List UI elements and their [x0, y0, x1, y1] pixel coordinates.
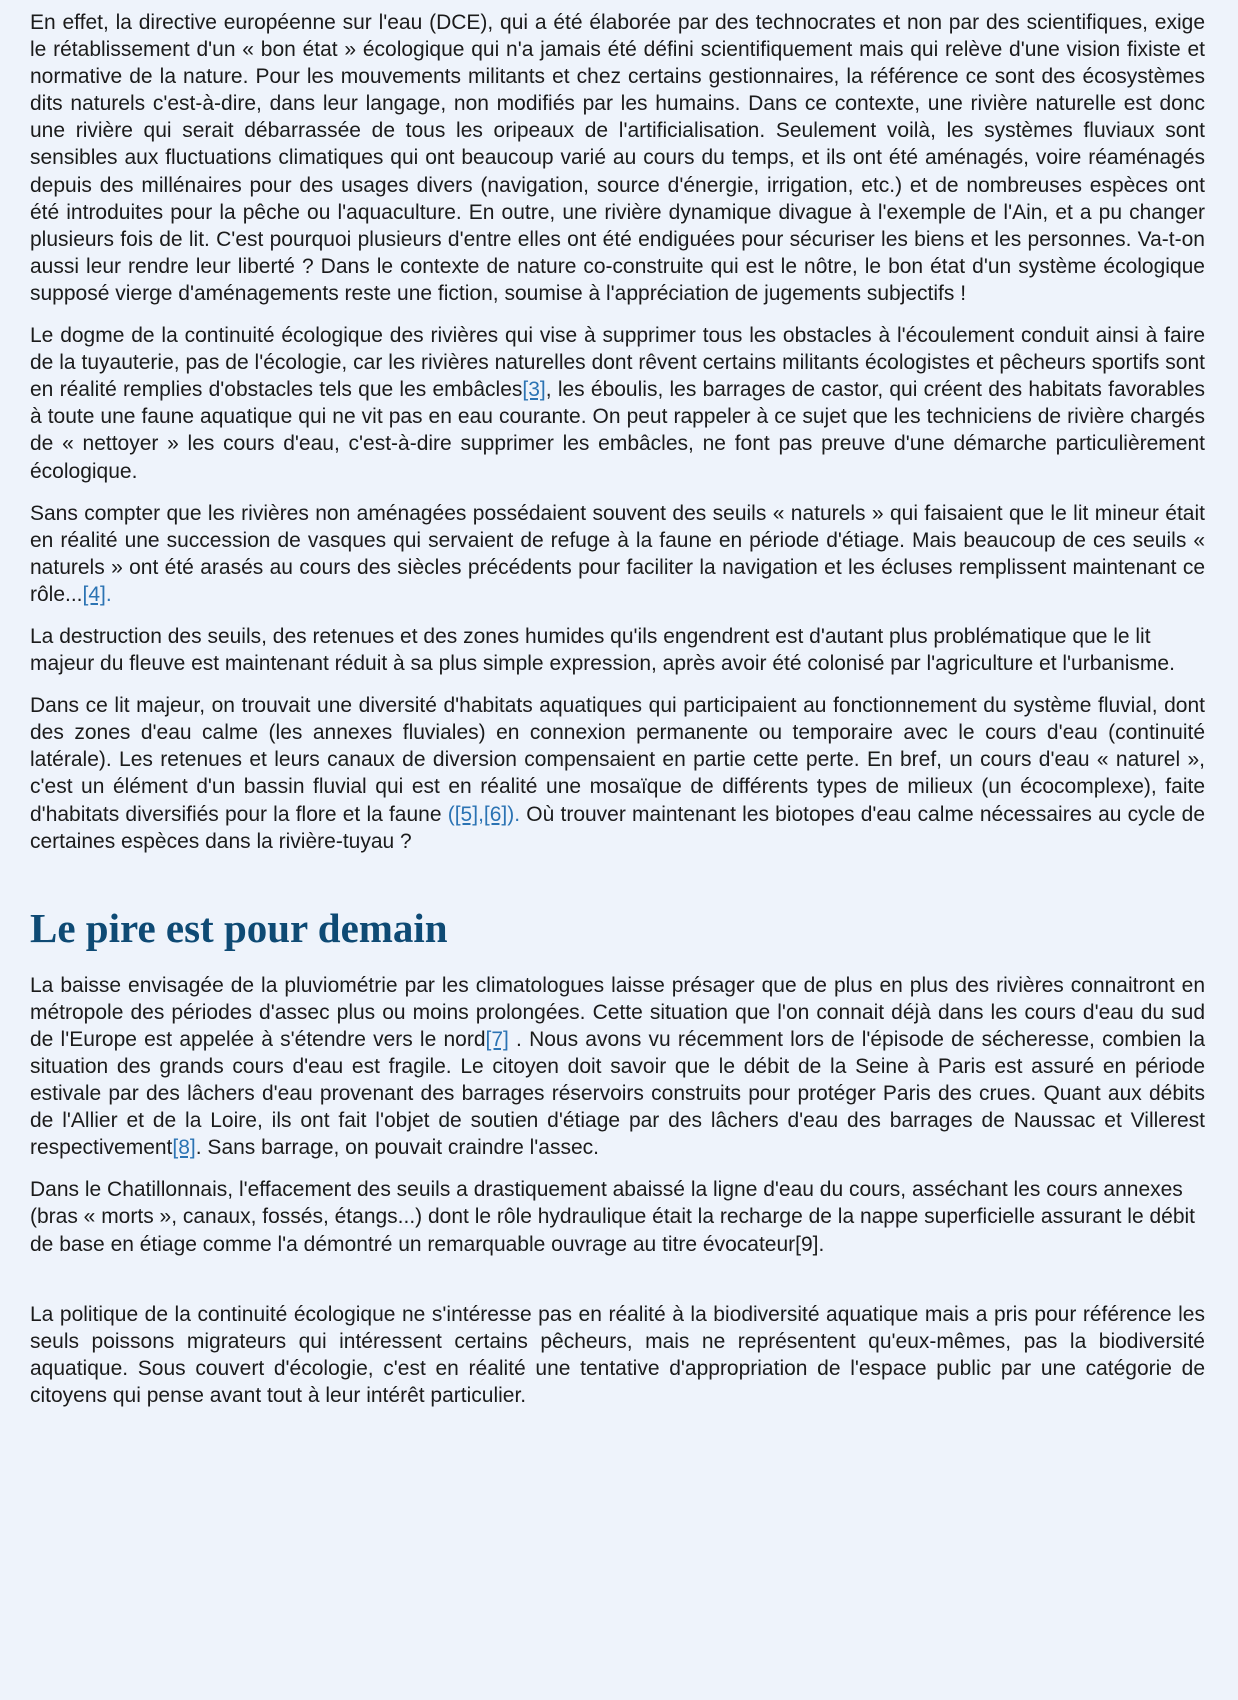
paragraph-pluviometrie: [30, 972, 1205, 1162]
paragraph-text: Où trouver maintenant les biotopes d'eau calme nécessaires au cycle de certaines espèces dans la rivière-tuyau ?: [30, 802, 1205, 853]
paragraph-text: Dans le Chatillonnais, l'effacement des seuils a drastiquement abaissé la ligne d'eau du cours, asséchant les cours annexes (bras « morts », canaux, fossés, étangs...) dont le rôle hydraulique était la recharge de la nappe superficielle assurant le débit de base en étiage comme l'a démontré un remarquable ouvrage au titre évocateur[9].: [30, 1178, 1195, 1256]
footnote-link-7[interactable]: [7]: [485, 1027, 509, 1051]
section-heading: Le pire est pour demain: [30, 904, 448, 951]
paragraph-text: La destruction des seuils, des retenues et des zones humides qu'ils engendrent est d'autant plus problématique que le lit majeur du fleuve est maintenant réduit à sa plus simple expression, après avoir été colonisé par l'agriculture et l'urbanisme.: [30, 624, 1175, 676]
footnote-link-3[interactable]: [3]: [522, 378, 546, 402]
paragraph-seuils-naturels: [30, 500, 1205, 608]
footnote-link-5[interactable]: [5]: [454, 802, 479, 826]
footnote-paren-open: (: [447, 802, 455, 826]
paragraph-lit-majeur: [30, 692, 1205, 855]
paragraph-text: Sans compter que les rivières non aménagées possédaient souvent des seuils « naturels » qui faisaient que le lit mineur était en réalité une succession de vasques qui servaient de refuge à la faune en période d'étiage. Mais beaucoup de ces seuils « naturels » ont été arasés au cours des siècles précédents pour faciliter la navigation et les écluses remplissent maintenant ce rôle...: [30, 501, 1205, 606]
paragraph-text: Le dogme de la continuité écologique des rivières qui vise à supprimer tous les obstacles à l'écoulement conduit ainsi à faire de la tuyauterie, pas de l'écologie, car les rivières naturelles dont rêvent certains militants écologistes et pêcheurs sportifs sont en réalité remplies d'obstacles tels que les embâcles: [30, 324, 1205, 402]
paragraph-continuite-dogme: [30, 322, 1205, 485]
footnote-paren-close: ).: [507, 802, 521, 826]
article-body: [30, 9, 1205, 1424]
footnote-link-6[interactable]: [6]: [483, 802, 508, 826]
paragraph-text: La baisse envisagée de la pluviométrie par les climatologues laisse présager que de plus en plus des rivières connaitront en métropole des périodes d'assec plus ou moins prolongées. Cette situation que l'on connait déjà dans les cours d'eau du sud de l'Europe est appelée à s'étendre vers le nord: [30, 973, 1205, 1051]
paragraph-chatillonnais: [30, 1176, 1205, 1257]
footnote-link-4[interactable]: [4]: [82, 582, 106, 606]
paragraph-text: Dans ce lit majeur, on trouvait une diversité d'habitats aquatiques qui participaient au fonctionnement du système fluvial, dont des zones d'eau calme (les annexes fluviales) en connexion permanente ou temporaire avec le cours d'eau (continuité latérale). Les retenues et leurs canaux de diversion compensaient en partie cette perte. En bref, un cours d'eau « naturel », c'est un élément d'un bassin fluvial qui est en réalité une mosaïque de différents types de milieux (un écocomplexe), faite d'habitats diversifiés pour la flore et la faune: [30, 694, 1205, 826]
paragraph-text: , les éboulis, les barrages de castor, qui créent des habitats favorables à toute une faune aquatique qui ne vit pas en eau courante. On peut rappeler à ce sujet que les techniciens de rivière chargés de « nettoyer » les cours d'eau, c'est-à-dire supprimer les embâcles, ne font pas preuve d'une démarche particulièrement écologique.: [30, 378, 1205, 483]
paragraph-text: . Nous avons vu récemment lors de l'épisode de sécheresse, combien la situation des grands cours d'eau est fragile. Le citoyen doit savoir que le débit de la Seine à Paris est assuré en période estivale par des lâchers d'eau provenant des barrages réservoirs construits pour protéger Paris des crues. Quant aux débits de l'Allier et de la Loire, ils ont fait l'objet de soutien d'étiage par des lâchers d'eau des barrages de Naussac et Villerest respectivement: [30, 1027, 1205, 1160]
paragraph-dce: [30, 9, 1205, 307]
paragraph-text: . Sans barrage, on pouvait craindre l'assec.: [195, 1136, 600, 1160]
paragraph-text: En effet, la directive européenne sur l'eau (DCE), qui a été élaborée par des technocrates et non par des scientifiques, exige le rétablissement d'un « bon état » écologique qui n'a jamais été défini scientifiquement mais qui relève d'une vision fixiste et normative de la nature. Pour les mouvements militants et chez certains gestionnaires, la référence ce sont des écosystèmes dits naturels c'est-à-dire, dans leur langage, non modifiés par les humains. Dans ce contexte, une rivière naturelle est donc une rivière qui serait débarrassée de tous les oripeaux de l'artificialisation. Seulement voilà, les systèmes fluviaux sont sensibles aux fluctuations climatiques qui ont beaucoup varié au cours du temps, et ils ont été aménagés, voire réaménagés depuis des millénaires pour des usages divers (navigation, source d'énergie, irrigation, etc.) et de nombreuses espèces ont été introduites pour la pêche ou l'aquaculture. En outre, une rivière dynamique divague à l'exemple de l'Ain, et a pu changer plusieurs fois de lit. C'est pourquoi plusieurs d'entre elles ont été endiguées pour sécuriser les biens et les personnes. Va-t-on aussi leur rendre leur liberté ? Dans le contexte de nature co-construite qui est le nôtre, le bon état d'un système écologique supposé vierge d'aménagements reste une fiction, soumise à l'appréciation de jugements subjectifs !: [30, 11, 1205, 305]
footnote-link-8[interactable]: [8]: [172, 1136, 196, 1160]
paragraph-destruction-seuils: [30, 623, 1205, 677]
paragraph-politique-continuite: [30, 1301, 1205, 1409]
paragraph-text: La politique de la continuité écologique ne s'intéresse pas en réalité à la biodiversité aquatique mais a pris pour référence les seuls poissons migrateurs qui intéressent certains pêcheurs, mais ne représentent qu'eux-mêmes, pas la biodiversité aquatique. Sous couvert d'écologie, c'est en réalité une tentative d'appropriation de l'espace public par une catégorie de citoyens qui pense avant tout à leur intérêt particulier.: [30, 1302, 1205, 1407]
paragraph-text: .: [105, 582, 112, 606]
footnote-separator: ,: [478, 802, 484, 826]
